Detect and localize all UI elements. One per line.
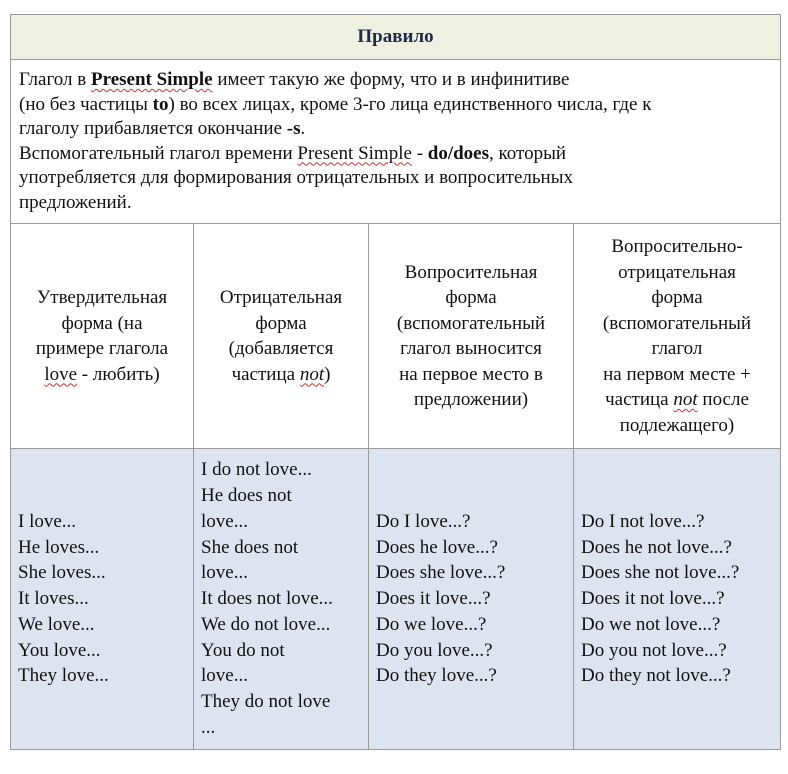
example-line: Do they not love...? [581,665,731,687]
example-line: She loves... [18,562,106,584]
rule-description [11,60,781,224]
header-interrogative: Вопросительная форма (вспомогательный глагол выносится на первое место в предложении) [369,224,574,449]
example-line: They love... [18,665,109,687]
example-line: Do we not love...? [581,613,721,635]
table-title: Правило [11,15,781,60]
header-affirmative: Утвердительная форма (на примере глагола love - любить) [11,224,194,449]
column-interrogative [369,449,574,750]
example-line: Do you love...? [376,639,493,661]
column-negative-interrogative [574,449,781,750]
example-line: love... [201,562,248,584]
example-line: Do we love...? [376,613,487,635]
header-negative-interrogative: Вопросительно- отрицательная форма (вспомогательный глагол на первом месте + частица not после подлежащего) [574,224,781,449]
column-affirmative [11,449,194,750]
example-line: Does she love...? [376,562,506,584]
example-line: They do not love [201,691,331,713]
desc-line-1: Глагол в Present Simple имеет такую же форму, что и в инфинитиве [19,69,570,90]
example-line: Does it love...? [376,588,491,610]
desc-line-5: употребляется для формирования отрицательных и вопросительных [19,167,573,188]
example-line: love... [201,510,248,532]
example-line: Does he not love...? [581,536,732,558]
example-line: He does not [201,484,292,506]
example-line: love... [201,665,248,687]
example-line: Do I not love...? [581,510,705,532]
example-line: Do they love...? [376,665,497,687]
example-line: Do I love...? [376,510,471,532]
header-negative: Отрицательная форма (добавляется частица not) [194,224,369,449]
column-negative [194,449,369,750]
example-line: You do not [201,639,285,661]
example-line: You love... [18,639,101,661]
example-line: Do you not love...? [581,639,727,661]
example-line: We love... [18,613,95,635]
example-line: She does not [201,536,299,558]
desc-line-6: предложений. [19,191,132,213]
example-line: Does he love...? [376,536,498,558]
example-line: He loves... [18,536,100,558]
example-line: It loves... [18,588,89,610]
example-line: I love... [18,510,77,532]
desc-line-4: Вспомогательный глагол времени Present Simple - do/does, который [19,142,567,164]
example-line: We do not love... [201,613,331,635]
rule-table [10,14,781,750]
example-line: It does not love... [201,588,333,610]
example-line: Does she not love...? [581,562,740,584]
desc-line-3: глаголу прибавляется окончание -s. [19,118,306,139]
desc-line-2: (но без частицы to) во всех лицах, кроме 3-го лица единственного числа, где к [19,93,652,115]
example-line: I do not love... [201,459,312,481]
example-line: ... [201,717,216,739]
example-line: Does it not love...? [581,588,725,610]
